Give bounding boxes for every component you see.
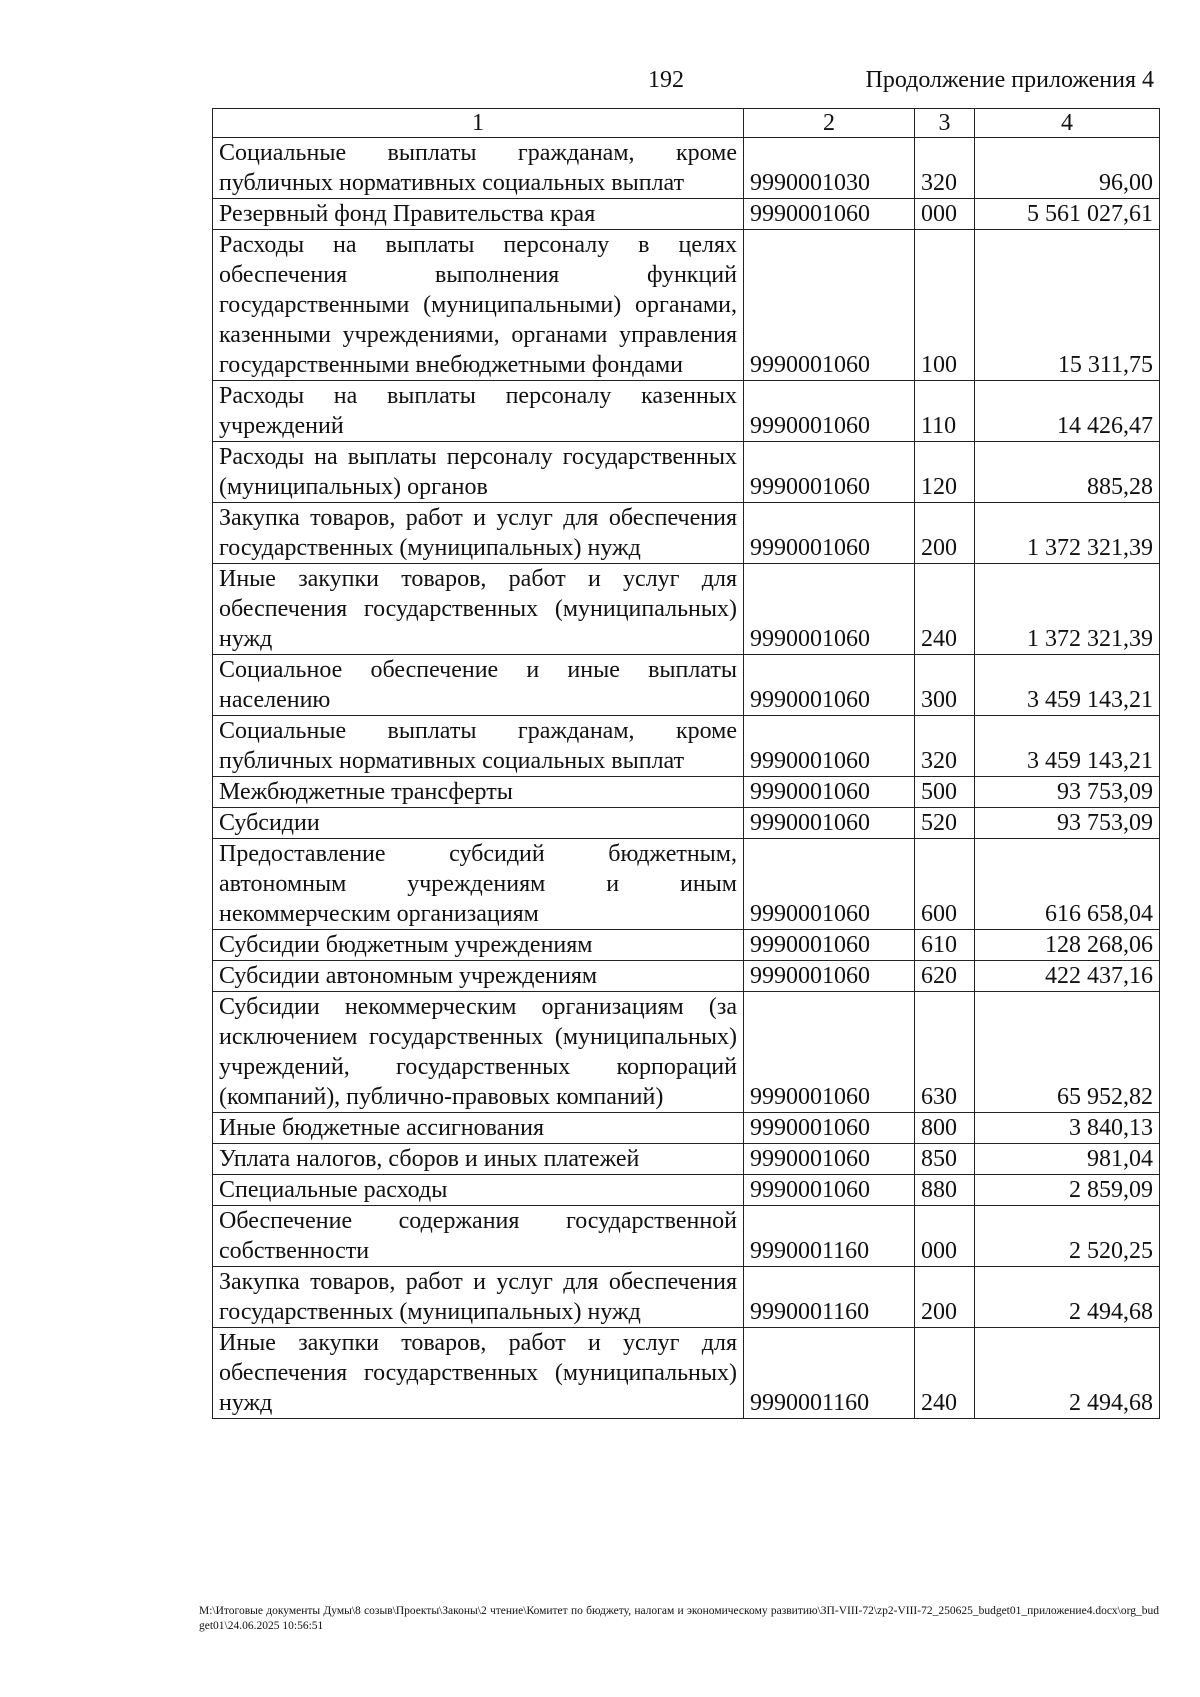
expense-type-code: 240 [915, 1328, 975, 1419]
expense-type-code: 880 [915, 1175, 975, 1206]
expense-name: Обеспечение содержания государственной собственности [213, 1206, 744, 1267]
table-row [213, 442, 1160, 503]
target-article-code: 9990001060 [744, 839, 915, 930]
expense-type-code: 620 [915, 961, 975, 992]
amount: 981,04 [975, 1144, 1160, 1175]
target-article-code: 9990001060 [744, 199, 915, 230]
document-file-path: М:\Итоговые документы Думы\8 созыв\Проекты\Законы\2 чтение\Комитет по бюджету, налогам и экономическому развитию\ЗП-VIII-72\zp2-VIII-72_250625_budget01_приложение4.docx\org_budget01\24.06.2025 10:56:51 [199, 1605, 1159, 1632]
expense-type-code: 850 [915, 1144, 975, 1175]
table-row [213, 655, 1160, 716]
amount: 422 437,16 [975, 961, 1160, 992]
target-article-code: 9990001060 [744, 381, 915, 442]
expense-type-code: 120 [915, 442, 975, 503]
target-article-code: 9990001160 [744, 1206, 915, 1267]
amount: 2 859,09 [975, 1175, 1160, 1206]
expense-type-code: 320 [915, 138, 975, 199]
table-row [213, 839, 1160, 930]
column-header-1: 1 [213, 109, 744, 138]
target-article-code: 9990001060 [744, 655, 915, 716]
amount: 1 372 321,39 [975, 564, 1160, 655]
target-article-code: 9990001160 [744, 1267, 915, 1328]
target-article-code: 9990001060 [744, 1113, 915, 1144]
amount: 65 952,82 [975, 992, 1160, 1113]
expense-type-code: 000 [915, 1206, 975, 1267]
expense-name: Субсидии бюджетным учреждениям [213, 930, 744, 961]
amount: 1 372 321,39 [975, 503, 1160, 564]
target-article-code: 9990001060 [744, 777, 915, 808]
target-article-code: 9990001060 [744, 564, 915, 655]
column-header-2: 2 [744, 109, 915, 138]
target-article-code: 9990001060 [744, 716, 915, 777]
appendix-continuation-note: Продолжение приложения 4 [865, 67, 1154, 93]
amount: 5 561 027,61 [975, 199, 1160, 230]
target-article-code: 9990001060 [744, 961, 915, 992]
amount: 93 753,09 [975, 808, 1160, 839]
target-article-code: 9990001060 [744, 442, 915, 503]
expense-name: Социальное обеспечение и иные выплаты населению [213, 655, 744, 716]
expense-type-code: 600 [915, 839, 975, 930]
expense-type-code: 000 [915, 199, 975, 230]
expense-name: Специальные расходы [213, 1175, 744, 1206]
budget-table [212, 108, 1160, 1419]
expense-name: Субсидии некоммерческим организациям (за исключением государственных (муниципальных) учреждений, государственных корпораций (компаний), публично-правовых компаний) [213, 992, 744, 1113]
expense-name: Иные закупки товаров, работ и услуг для обеспечения государственных (муниципальных) нужд [213, 564, 744, 655]
table-row [213, 564, 1160, 655]
target-article-code: 9990001060 [744, 1175, 915, 1206]
target-article-code: 9990001160 [744, 1328, 915, 1419]
amount: 3 840,13 [975, 1113, 1160, 1144]
expense-name: Социальные выплаты гражданам, кроме публичных нормативных социальных выплат [213, 716, 744, 777]
amount: 14 426,47 [975, 381, 1160, 442]
expense-name: Социальные выплаты гражданам, кроме публичных нормативных социальных выплат [213, 138, 744, 199]
table-row [213, 1175, 1160, 1206]
table-row [213, 199, 1160, 230]
expense-type-code: 610 [915, 930, 975, 961]
expense-type-code: 520 [915, 808, 975, 839]
expense-type-code: 500 [915, 777, 975, 808]
expense-type-code: 110 [915, 381, 975, 442]
amount: 2 494,68 [975, 1267, 1160, 1328]
table-row [213, 808, 1160, 839]
expense-type-code: 100 [915, 230, 975, 381]
amount: 93 753,09 [975, 777, 1160, 808]
target-article-code: 9990001060 [744, 808, 915, 839]
page-number: 192 [648, 67, 684, 93]
expense-name: Иные закупки товаров, работ и услуг для обеспечения государственных (муниципальных) нужд [213, 1328, 744, 1419]
expense-type-code: 200 [915, 1267, 975, 1328]
expense-name: Расходы на выплаты персоналу казенных учреждений [213, 381, 744, 442]
table-row [213, 1206, 1160, 1267]
table-row [213, 1267, 1160, 1328]
amount: 885,28 [975, 442, 1160, 503]
amount: 15 311,75 [975, 230, 1160, 381]
expense-type-code: 800 [915, 1113, 975, 1144]
amount: 3 459 143,21 [975, 716, 1160, 777]
table-row [213, 961, 1160, 992]
expense-type-code: 300 [915, 655, 975, 716]
expense-type-code: 240 [915, 564, 975, 655]
expense-name: Закупка товаров, работ и услуг для обеспечения государственных (муниципальных) нужд [213, 503, 744, 564]
table-row [213, 1144, 1160, 1175]
column-number-row [213, 109, 1160, 138]
expense-name: Расходы на выплаты персоналу в целях обеспечения выполнения функций государственными (муниципальными) органами, казенными учреждениями, органами управления государственными внебюджетными фондами [213, 230, 744, 381]
table-row [213, 1113, 1160, 1144]
amount: 96,00 [975, 138, 1160, 199]
expense-name: Субсидии [213, 808, 744, 839]
amount: 3 459 143,21 [975, 655, 1160, 716]
amount: 2 494,68 [975, 1328, 1160, 1419]
table-row [213, 138, 1160, 199]
expense-type-code: 630 [915, 992, 975, 1113]
expense-type-code: 200 [915, 503, 975, 564]
expense-name: Расходы на выплаты персоналу государственных (муниципальных) органов [213, 442, 744, 503]
expense-name: Межбюджетные трансферты [213, 777, 744, 808]
table-row [213, 777, 1160, 808]
table-row [213, 1328, 1160, 1419]
expense-name: Предоставление субсидий бюджетным, автономным учреждениям и иным некоммерческим организациям [213, 839, 744, 930]
target-article-code: 9990001030 [744, 138, 915, 199]
table-row [213, 992, 1160, 1113]
expense-type-code: 320 [915, 716, 975, 777]
amount: 616 658,04 [975, 839, 1160, 930]
target-article-code: 9990001060 [744, 503, 915, 564]
target-article-code: 9990001060 [744, 930, 915, 961]
table-row [213, 503, 1160, 564]
column-header-4: 4 [975, 109, 1160, 138]
expense-name: Иные бюджетные ассигнования [213, 1113, 744, 1144]
table-row [213, 230, 1160, 381]
target-article-code: 9990001060 [744, 1144, 915, 1175]
amount: 128 268,06 [975, 930, 1160, 961]
table-row [213, 716, 1160, 777]
table-row [213, 381, 1160, 442]
column-header-3: 3 [915, 109, 975, 138]
target-article-code: 9990001060 [744, 992, 915, 1113]
expense-name: Уплата налогов, сборов и иных платежей [213, 1144, 744, 1175]
target-article-code: 9990001060 [744, 230, 915, 381]
amount: 2 520,25 [975, 1206, 1160, 1267]
expense-name: Резервный фонд Правительства края [213, 199, 744, 230]
expense-name: Закупка товаров, работ и услуг для обеспечения государственных (муниципальных) нужд [213, 1267, 744, 1328]
expense-name: Субсидии автономным учреждениям [213, 961, 744, 992]
table-row [213, 930, 1160, 961]
